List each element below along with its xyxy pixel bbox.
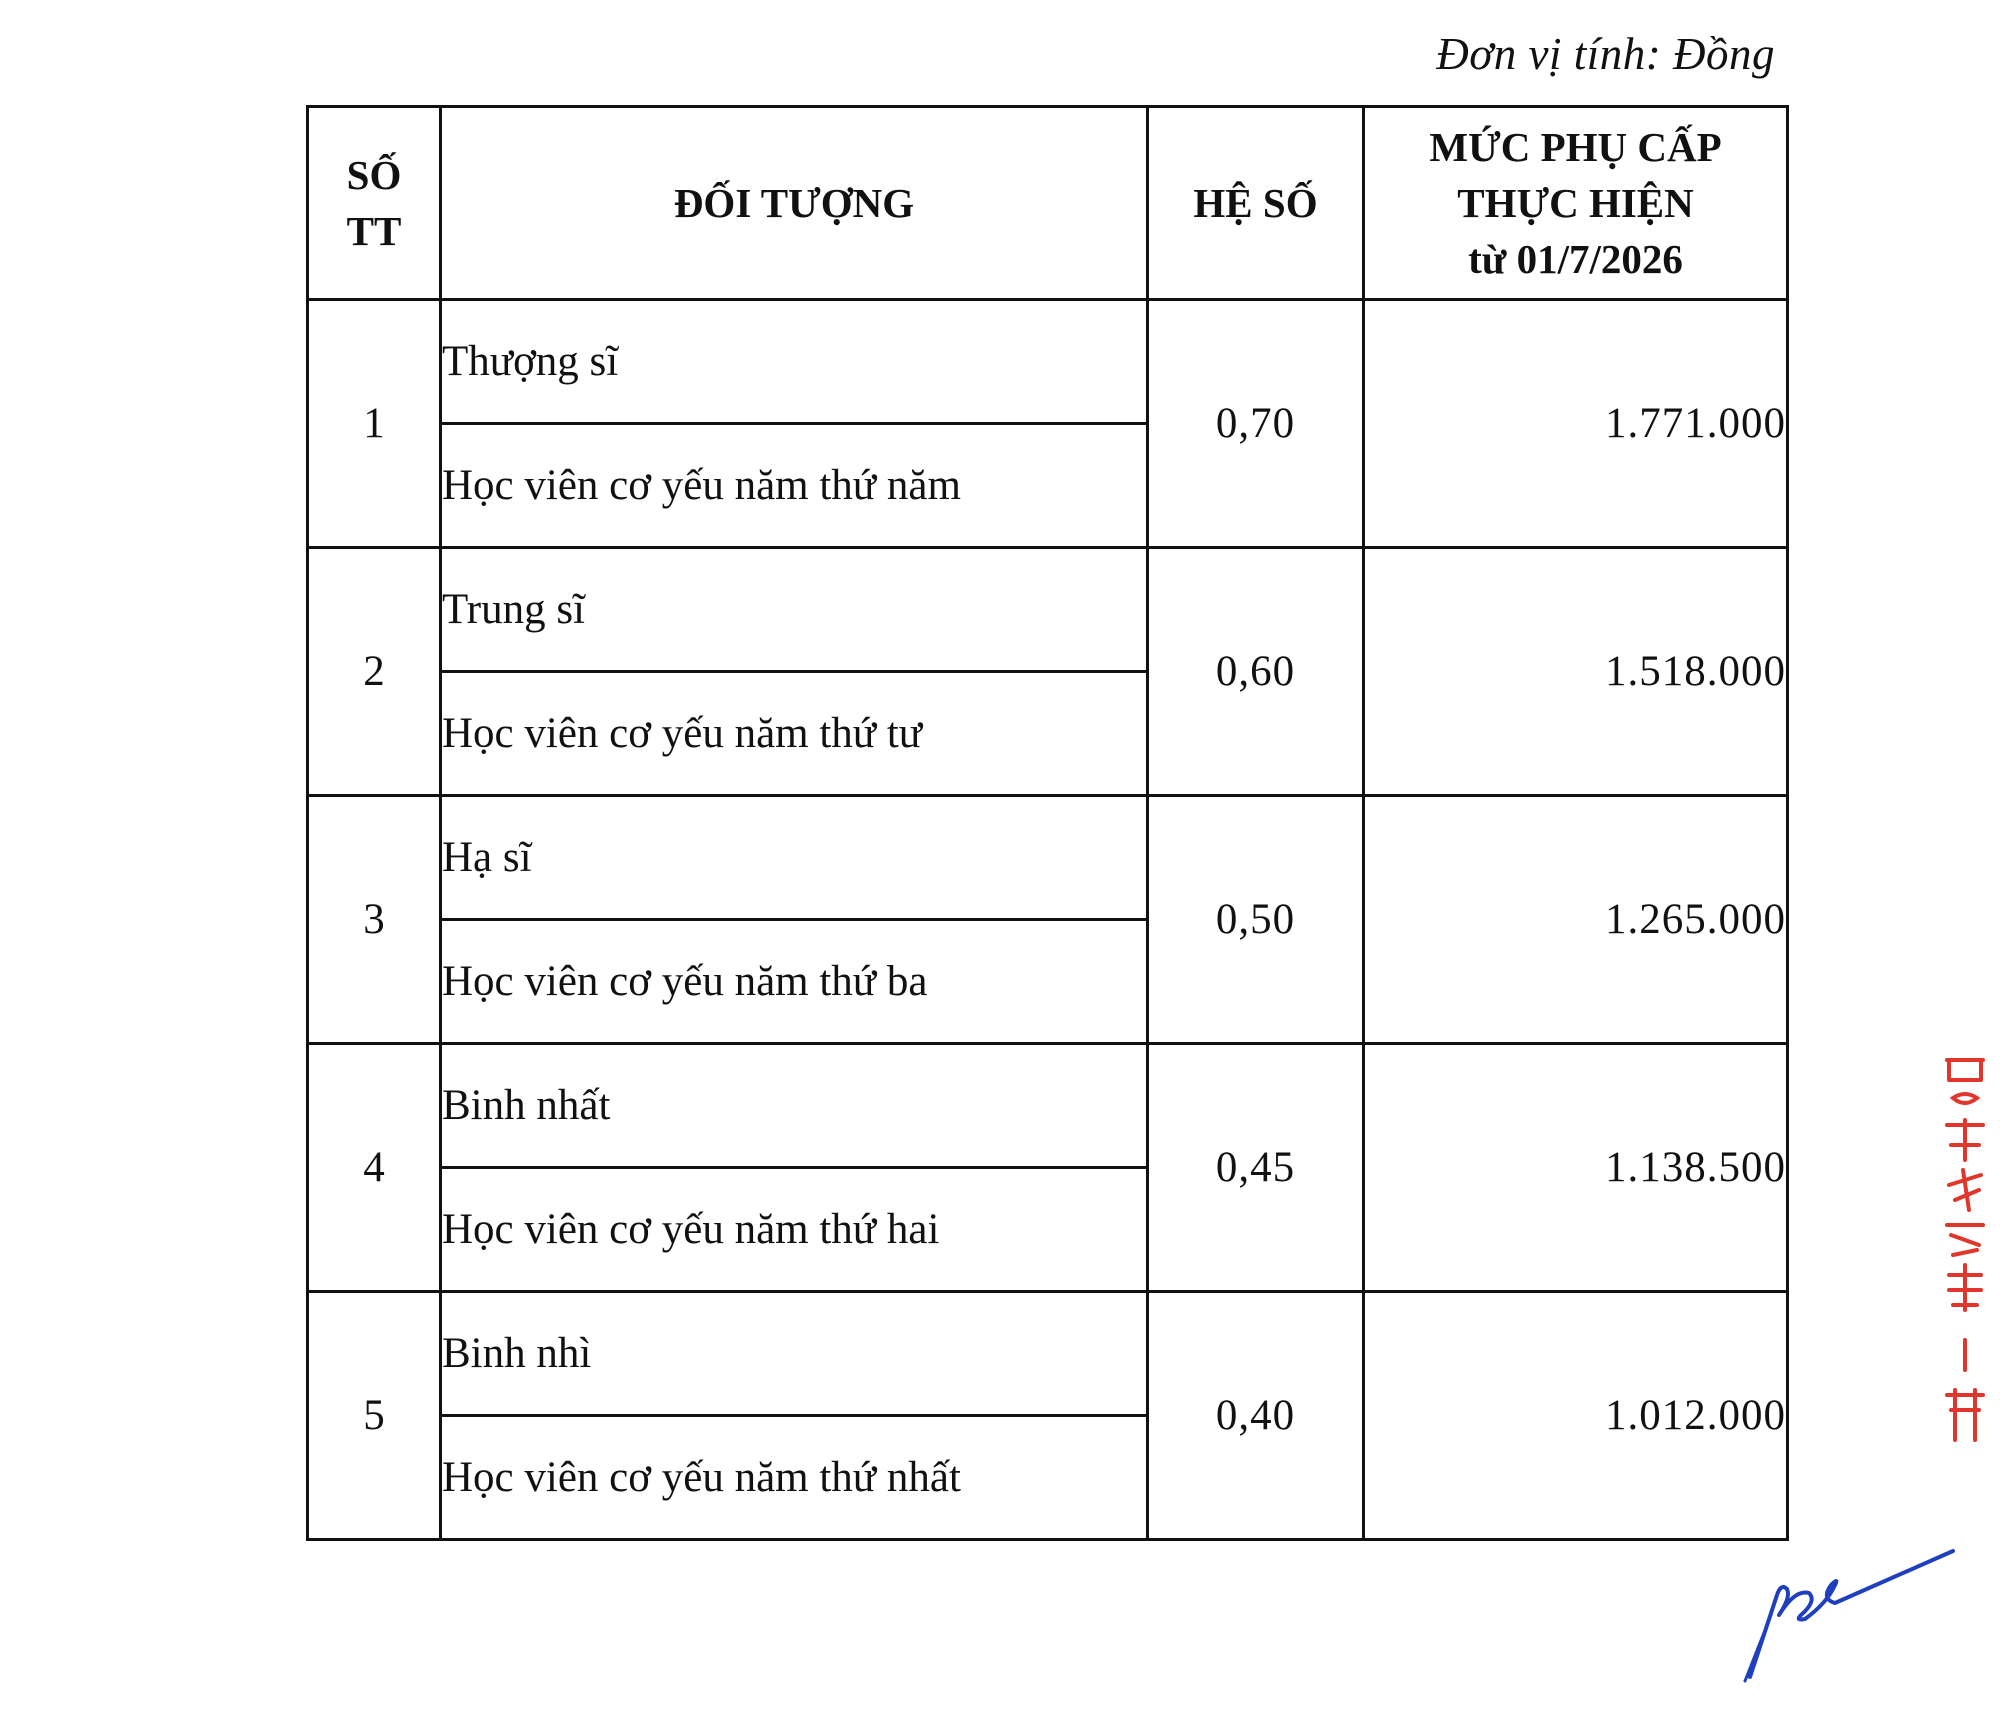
amount-cell: 1.138.500 bbox=[1364, 1044, 1788, 1292]
header-subject: ĐỐI TƯỢNG bbox=[441, 107, 1148, 300]
header-coefficient: HỆ SỐ bbox=[1148, 107, 1364, 300]
header-allowance bbox=[1364, 107, 1788, 300]
coefficient-cell: 0,45 bbox=[1148, 1044, 1364, 1292]
rank-cell: Trung sĩ bbox=[441, 548, 1148, 672]
amount-cell: 1.771.000 bbox=[1364, 300, 1788, 548]
row-number: 5 bbox=[308, 1292, 441, 1540]
student-cell: Học viên cơ yếu năm thứ tư bbox=[441, 672, 1148, 796]
table-row bbox=[308, 1044, 1788, 1168]
header-allowance-line3: từ 01/7/2026 bbox=[1468, 236, 1683, 282]
table-row bbox=[308, 1292, 1788, 1416]
header-stt bbox=[308, 107, 441, 300]
rank-cell: Binh nhì bbox=[441, 1292, 1148, 1416]
row-number: 4 bbox=[308, 1044, 441, 1292]
row-number: 3 bbox=[308, 796, 441, 1044]
coefficient-cell: 0,60 bbox=[1148, 548, 1364, 796]
rank-cell: Hạ sĩ bbox=[441, 796, 1148, 920]
header-row bbox=[308, 107, 1788, 300]
header-stt-line2: TT bbox=[346, 208, 402, 254]
row-number: 1 bbox=[308, 300, 441, 548]
student-cell: Học viên cơ yếu năm thứ hai bbox=[441, 1168, 1148, 1292]
rank-cell: Binh nhất bbox=[441, 1044, 1148, 1168]
student-cell: Học viên cơ yếu năm thứ ba bbox=[441, 920, 1148, 1044]
row-number: 2 bbox=[308, 548, 441, 796]
student-cell: Học viên cơ yếu năm thứ năm bbox=[441, 424, 1148, 548]
header-stt-line1: SỐ bbox=[346, 152, 402, 198]
rank-cell: Thượng sĩ bbox=[441, 300, 1148, 424]
unit-note: Đơn vị tính: Đồng bbox=[1436, 29, 1775, 79]
amount-cell: 1.518.000 bbox=[1364, 548, 1788, 796]
coefficient-cell: 0,50 bbox=[1148, 796, 1364, 1044]
page-seal-stamp bbox=[1935, 1050, 1995, 1450]
table-row bbox=[308, 796, 1788, 920]
header-allowance-line1: MỨC PHỤ CẤP bbox=[1429, 124, 1722, 170]
table-row bbox=[308, 548, 1788, 672]
header-allowance-line2: THỰC HIỆN bbox=[1457, 180, 1694, 226]
amount-cell: 1.012.000 bbox=[1364, 1292, 1788, 1540]
student-cell: Học viên cơ yếu năm thứ nhất bbox=[441, 1416, 1148, 1540]
coefficient-cell: 0,70 bbox=[1148, 300, 1364, 548]
table-row bbox=[308, 300, 1788, 424]
allowance-table bbox=[306, 105, 1789, 1541]
coefficient-cell: 0,40 bbox=[1148, 1292, 1364, 1540]
signature bbox=[1735, 1545, 1960, 1685]
amount-cell: 1.265.000 bbox=[1364, 796, 1788, 1044]
